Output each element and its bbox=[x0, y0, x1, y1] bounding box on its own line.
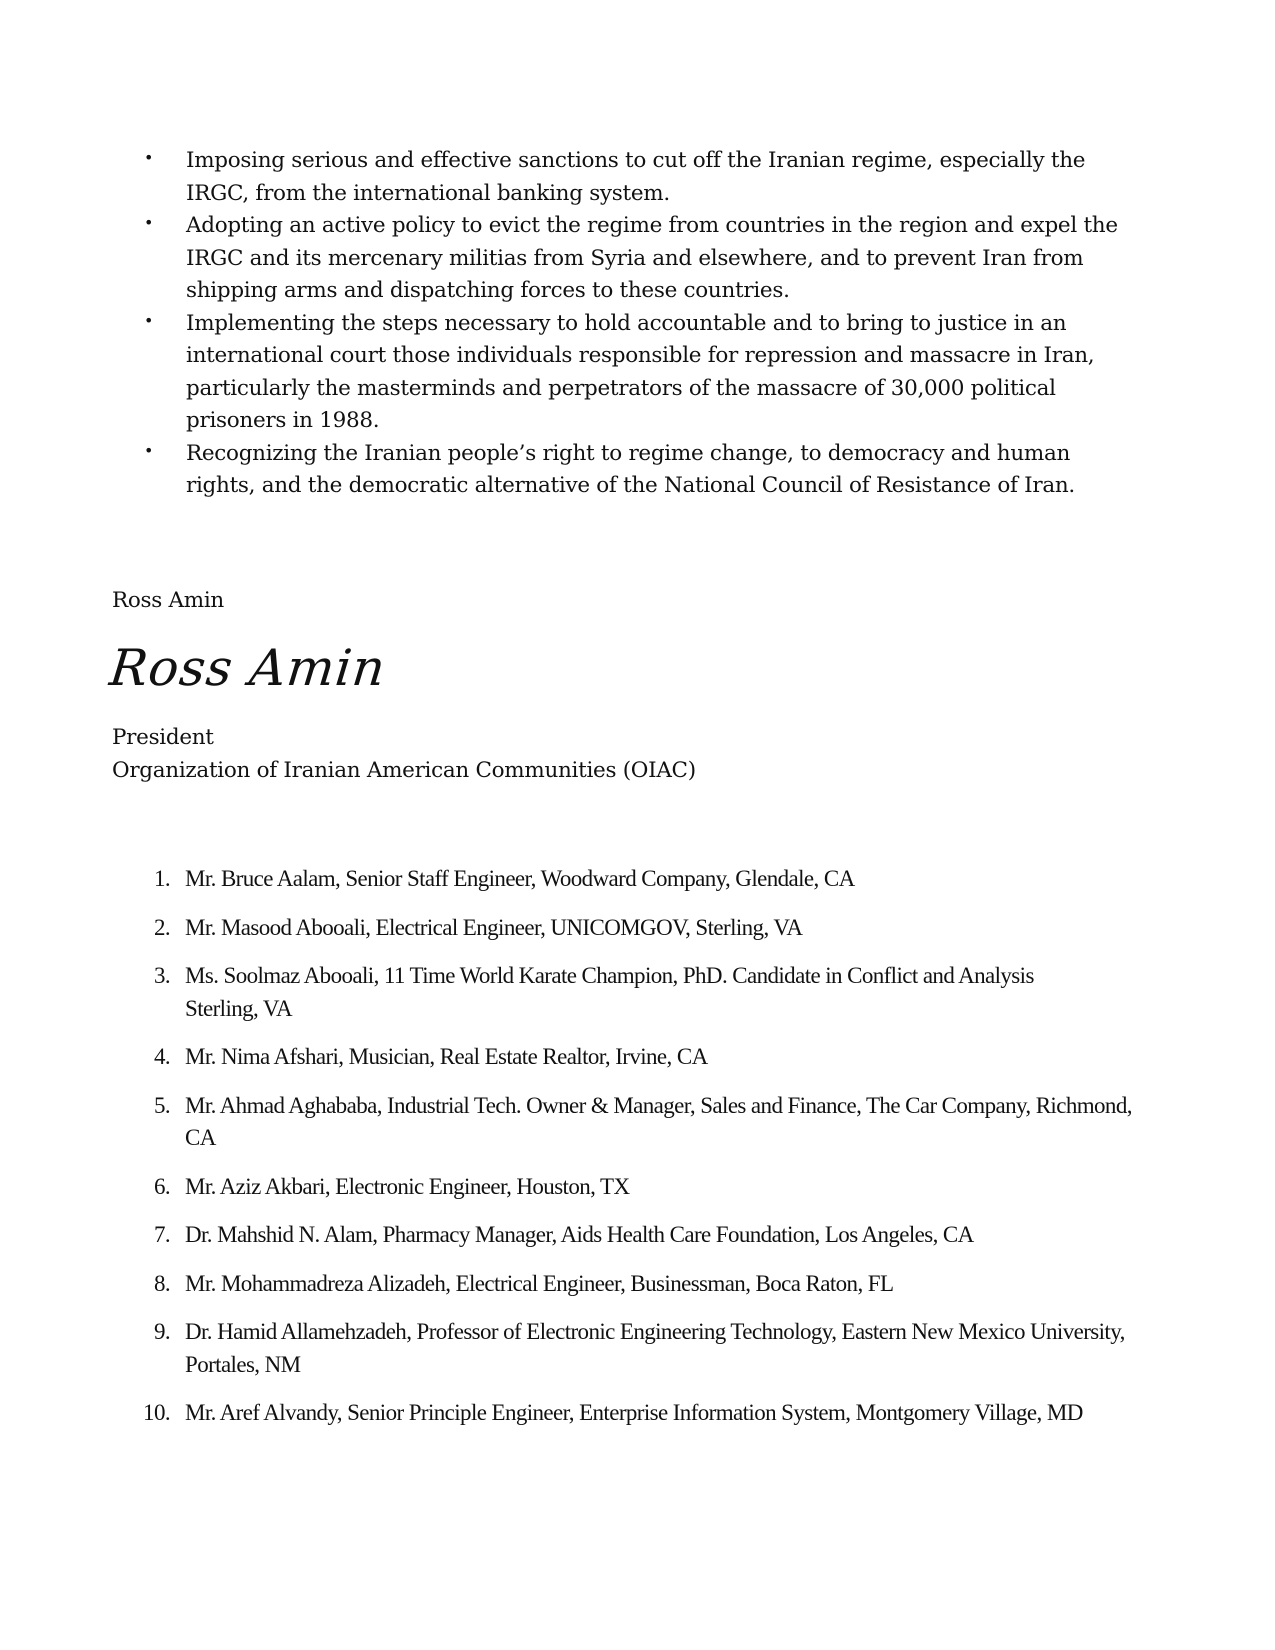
signer-item bbox=[140, 1397, 1150, 1430]
signatory-title: President bbox=[112, 725, 214, 750]
bullet-item bbox=[140, 308, 1140, 438]
bullet-text: Imposing serious and effective sanctions to cut off the Iranian regime, especially the IRGC, from the international banking system. bbox=[186, 148, 1086, 206]
bullet-text: Adopting an active policy to evict the regime from countries in the region and expel the IRGC and its mercenary militias from Syria and elsewhere, and to prevent Iran from shipping arms and dispatching forces to these countries. bbox=[186, 213, 1118, 303]
signer-text: Mr. Aref Alvandy, Senior Principle Engineer, Enterprise Information System, Montgomery Village, MD bbox=[185, 1400, 1083, 1425]
bullet-dot-icon: • bbox=[144, 213, 154, 232]
signer-text: Mr. Nima Afshari, Musician, Real Estate Realtor, Irvine, CA bbox=[185, 1044, 708, 1069]
bullet-dot-icon: • bbox=[144, 310, 154, 330]
signer-text: Mr. Masood Abooali, Electrical Engineer, UNICOMGOV, Sterling, VA bbox=[185, 914, 803, 940]
signer-number: 5. bbox=[153, 1092, 170, 1118]
signer-item bbox=[140, 1171, 1150, 1204]
signer-number: 9. bbox=[153, 1319, 170, 1344]
signers-numbered-list bbox=[140, 863, 1150, 1446]
signer-number: 3. bbox=[153, 963, 170, 988]
signer-item bbox=[140, 1219, 1150, 1252]
signer-number: 10. bbox=[143, 1400, 170, 1425]
bullet-text: Implementing the steps necessary to hold accountable and to bring to justice in an international court those individuals responsible for repression and massacre in Iran, particularly the masterminds and perpetrators of the massacre of 30,000 political prisoners in 1988. bbox=[186, 310, 1095, 433]
signer-item bbox=[140, 912, 1150, 945]
signer-number: 7. bbox=[153, 1222, 170, 1247]
signer-item bbox=[140, 1090, 1150, 1155]
signatory-organization: Organization of Iranian American Communities (OIAC) bbox=[112, 758, 696, 783]
signer-text: Mr. Aziz Akbari, Electronic Engineer, Houston, TX bbox=[185, 1173, 630, 1199]
signer-text: Mr. Ahmad Aghababa, Industrial Tech. Owner & Manager, Sales and Finance, The Car Company, Richmond, CA bbox=[185, 1092, 1132, 1150]
signer-number: 6. bbox=[153, 1173, 170, 1199]
signer-text: Ms. Soolmaz Abooali, 11 Time World Karate Champion, PhD. Candidate in Conflict and Analysis bbox=[185, 963, 1034, 988]
demands-bullet-list bbox=[140, 145, 1140, 503]
signer-item bbox=[140, 960, 1150, 1025]
signer-text: Dr. Hamid Allamehzadeh, Professor of Electronic Engineering Technology, Eastern New Mexico University, Portales, NM bbox=[185, 1319, 1125, 1377]
bullet-item bbox=[140, 210, 1140, 308]
signer-text: Mr. Mohammadreza Alizadeh, Electrical Engineer, Businessman, Boca Raton, FL bbox=[185, 1270, 894, 1296]
signer-item bbox=[140, 1041, 1150, 1074]
signer-text: Dr. Mahshid N. Alam, Pharmacy Manager, Aids Health Care Foundation, Los Angeles, CA bbox=[185, 1222, 974, 1247]
signer-number: 4. bbox=[153, 1044, 170, 1069]
signer-number: 2. bbox=[153, 914, 170, 940]
signer-number: 8. bbox=[153, 1270, 170, 1296]
typed-signatory-name: Ross Amin bbox=[112, 588, 224, 613]
bullet-dot-icon: • bbox=[144, 440, 154, 460]
handwritten-signature: Ross Amin bbox=[106, 639, 389, 697]
signer-text: Mr. Bruce Aalam, Senior Staff Engineer, Woodward Company, Glendale, CA bbox=[185, 866, 855, 891]
bullet-item bbox=[140, 145, 1140, 210]
signer-item bbox=[140, 1316, 1150, 1381]
signer-item bbox=[140, 863, 1150, 896]
bullet-text: Recognizing the Iranian people’s right to regime change, to democracy and human rights, and the democratic alternative of the National Council of Resistance of Iran. bbox=[186, 440, 1075, 498]
bullet-item bbox=[140, 438, 1140, 503]
signer-text-tail: Sterling, VA bbox=[185, 995, 292, 1021]
bullet-dot-icon: • bbox=[144, 148, 154, 167]
signer-item bbox=[140, 1268, 1150, 1301]
signer-number: 1. bbox=[153, 866, 170, 891]
